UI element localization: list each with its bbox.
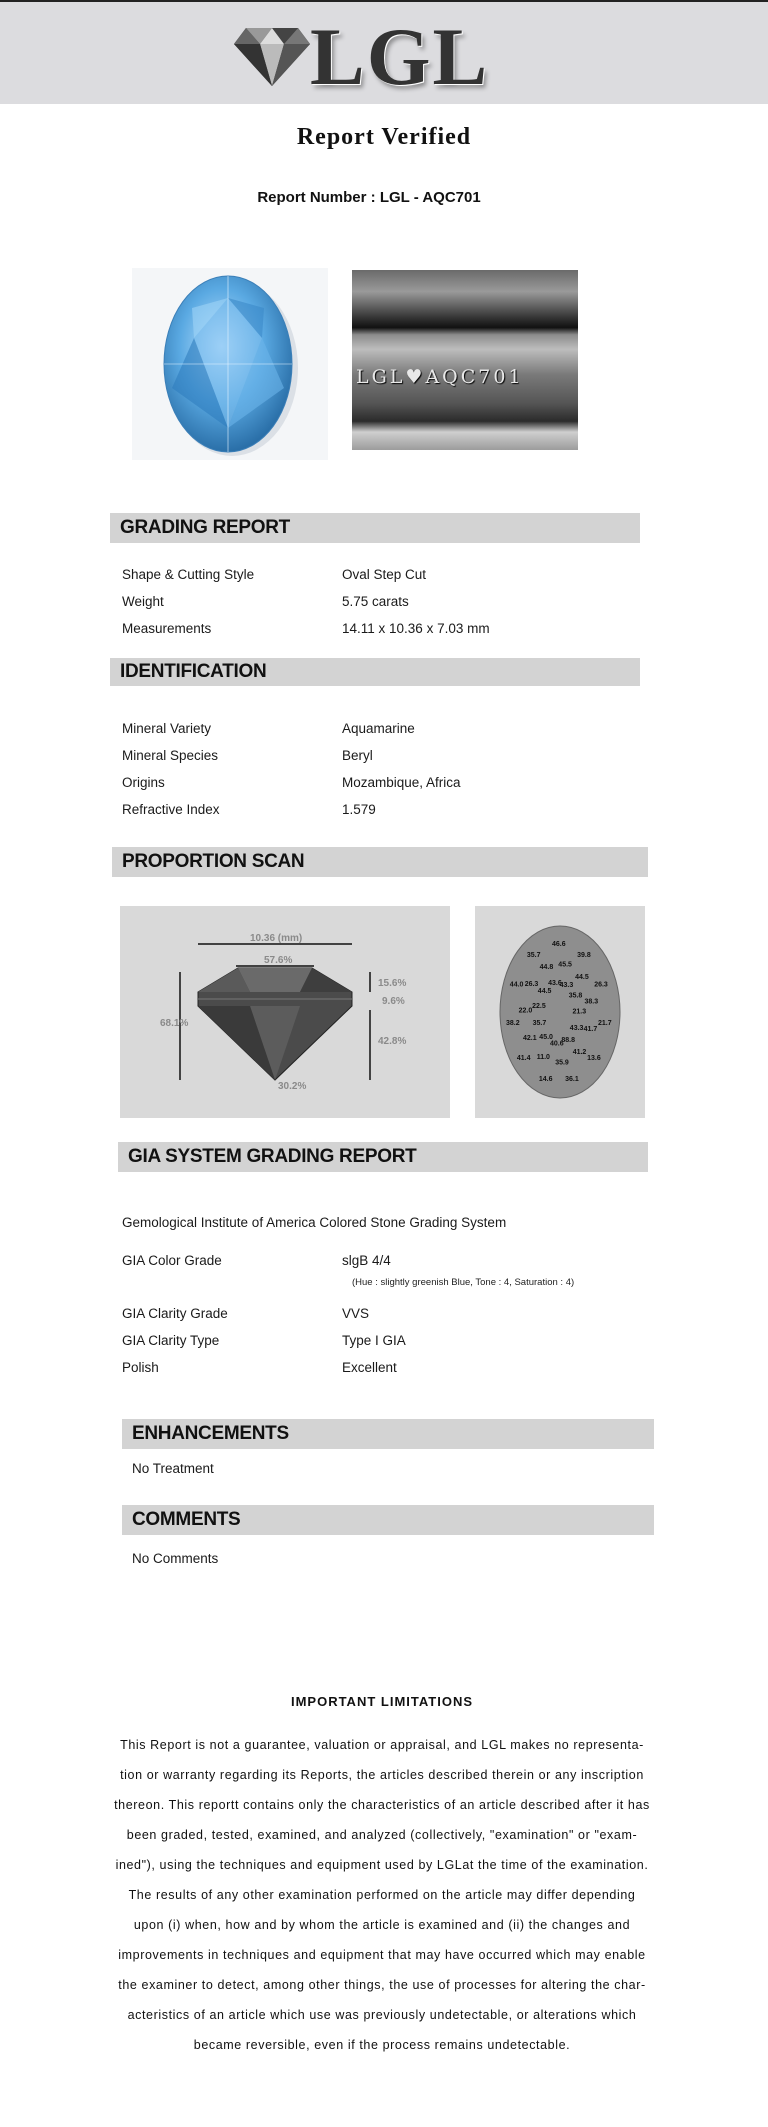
facet-reading: 46.6 <box>552 941 566 949</box>
grading-report-heading: GRADING REPORT <box>110 513 640 543</box>
facet-reading: 40.6 <box>550 1040 564 1048</box>
facet-reading: 39.8 <box>577 952 591 960</box>
gia-subtitle: Gemological Institute of America Colored Stone Grading System <box>122 1215 507 1230</box>
facet-reading: 44.5 <box>537 988 552 995</box>
facet-reading: 43.3 <box>569 1025 584 1033</box>
limitations-line: became reversible, even if the process remains undetectable. <box>193 2038 571 2052</box>
gem-top-view-diagram <box>475 906 645 1118</box>
facet-reading: 38.2 <box>506 1019 520 1027</box>
identification-value: Aquamarine <box>342 721 415 736</box>
facet-reading: 13.6 <box>587 1055 601 1063</box>
inscription-text: LGL♥AQC701 <box>356 366 524 388</box>
page-title: Report Verified <box>296 124 472 150</box>
facet-reading: 14.6 <box>538 1076 553 1083</box>
table-pct-label: 57.6% <box>264 955 293 966</box>
facet-reading: 44.5 <box>575 974 589 982</box>
girdle-pct-label: 9.6% <box>382 996 405 1007</box>
limitations-line: acteristics of an article which use was previously undetectable, or alterations which <box>127 2008 637 2022</box>
facet-reading: 38.3 <box>584 998 599 1006</box>
limitations-title: IMPORTANT LIMITATIONS <box>290 1694 474 1709</box>
facet-reading: 22.5 <box>532 1002 546 1010</box>
crown-pct-label: 15.6% <box>378 978 407 989</box>
facet-reading: 26.3 <box>524 981 539 989</box>
gia-value: VVS <box>342 1306 370 1321</box>
identification-label: Refractive Index <box>122 802 220 817</box>
gemstone-photo <box>132 268 328 460</box>
gia-color-label: GIA Color Grade <box>122 1253 222 1268</box>
width-label: 10.36 (mm) <box>250 933 303 944</box>
profile-scan-panel <box>120 906 450 1118</box>
facet-reading: 43.3 <box>559 981 574 989</box>
facet-reading: 43.6 <box>548 980 562 988</box>
limitations-line: improvements in techniques and equipment that may have occurred which may enable <box>118 1948 646 1962</box>
culet-pct-label: 30.2% <box>278 1081 307 1092</box>
identification-label: Origins <box>122 775 165 790</box>
grading-label: Shape & Cutting Style <box>122 567 255 582</box>
grading-value: 14.11 x 10.36 x 7.03 mm <box>342 621 490 636</box>
limitations-line: ined"), using the techniques and equipment used by LGLat the time of the examination. <box>115 1858 649 1872</box>
comments-text: No Comments <box>132 1551 219 1566</box>
gia-label: GIA Clarity Grade <box>122 1306 228 1321</box>
proportion-scan-heading: PROPORTION SCAN <box>112 847 648 877</box>
gia-label: GIA Clarity Type <box>122 1333 220 1348</box>
identification-heading: IDENTIFICATION <box>110 658 640 686</box>
identification-value: Mozambique, Africa <box>342 775 461 790</box>
girdle-inscription-photo <box>352 270 578 450</box>
report-number: Report Number : LGL - AQC701 <box>257 189 481 206</box>
facet-reading: 41.2 <box>572 1049 587 1056</box>
identification-value: 1.579 <box>342 802 376 817</box>
facet-reading: 35.7 <box>532 1019 547 1027</box>
facet-reading: 44.0 <box>509 981 524 989</box>
page-header <box>0 2 768 104</box>
comments-heading: COMMENTS <box>122 1505 654 1535</box>
gia-value: Type I GIA <box>342 1333 406 1348</box>
top-view-scan-panel <box>475 906 645 1118</box>
oval-aquamarine-image <box>132 268 328 460</box>
grading-value: 5.75 carats <box>342 594 409 609</box>
gia-label: Polish <box>122 1360 159 1375</box>
identification-label: Mineral Species <box>122 748 219 763</box>
identification-value: Beryl <box>342 748 373 763</box>
facet-reading: 36.1 <box>565 1076 579 1083</box>
gia-value: Excellent <box>342 1360 397 1375</box>
facet-reading: 41.4 <box>516 1055 531 1063</box>
facet-reading: 88.8 <box>561 1037 576 1044</box>
lgl-logo <box>232 11 492 102</box>
facet-reading: 21.7 <box>598 1019 612 1027</box>
limitations-line: tion or warranty regarding its Reports, the articles described therein or any inscription <box>120 1768 644 1782</box>
gia-hue-note: (Hue : slightly greenish Blue, Tone : 4, Saturation : 4) <box>352 1277 575 1288</box>
enhancements-heading: ENHANCEMENTS <box>122 1419 654 1449</box>
gia-color-value: slgB 4/4 <box>342 1253 391 1268</box>
facet-reading: 11.0 <box>536 1054 550 1062</box>
limitations-line: upon (i) when, how and by whom the article is examined and (ii) the changes and <box>133 1918 631 1932</box>
limitations-line: This Report is not a guarantee, valuation or appraisal, and LGL makes no representa- <box>120 1738 644 1752</box>
limitations-line: the examiner to detect, among other things, the use of processes for altering the char- <box>118 1978 646 1992</box>
facet-reading: 42.1 <box>523 1034 537 1042</box>
gia-heading: GIA SYSTEM GRADING REPORT <box>118 1142 648 1172</box>
facet-reading: 35.9 <box>555 1059 569 1067</box>
identification-label: Mineral Variety <box>122 721 212 736</box>
enhancements-text: No Treatment <box>132 1461 214 1476</box>
gem-profile-diagram <box>120 906 450 1118</box>
depth-pct-label: 68.1% <box>160 1018 189 1029</box>
limitations-line: thereon. This reportt contains only the characteristics of an article described after it has <box>114 1798 650 1812</box>
facet-reading: 26.3 <box>594 981 608 989</box>
grading-label: Measurements <box>122 621 212 636</box>
facet-reading: 45.0 <box>539 1033 553 1041</box>
limitations-line: been graded, tested, examined, and analyzed (collectively, "examination" or "exam- <box>126 1828 638 1842</box>
grading-label: Weight <box>122 594 164 609</box>
pavilion-pct-label: 42.8% <box>378 1036 407 1047</box>
facet-reading: 45.5 <box>558 961 572 969</box>
facet-reading: 35.8 <box>568 992 583 1000</box>
limitations-line: The results of any other examination performed on the article may differ depending <box>128 1888 636 1902</box>
facet-reading: 44.8 <box>539 964 554 971</box>
facet-reading: 41.7 <box>583 1026 598 1034</box>
facet-reading: 21.3 <box>572 1008 587 1016</box>
facet-reading: 22.0 <box>518 1007 533 1015</box>
facet-reading: 35.7 <box>526 952 541 960</box>
diamond-logo-icon <box>232 24 312 88</box>
logo-text: LGL <box>310 11 490 102</box>
grading-value: Oval Step Cut <box>342 567 427 582</box>
